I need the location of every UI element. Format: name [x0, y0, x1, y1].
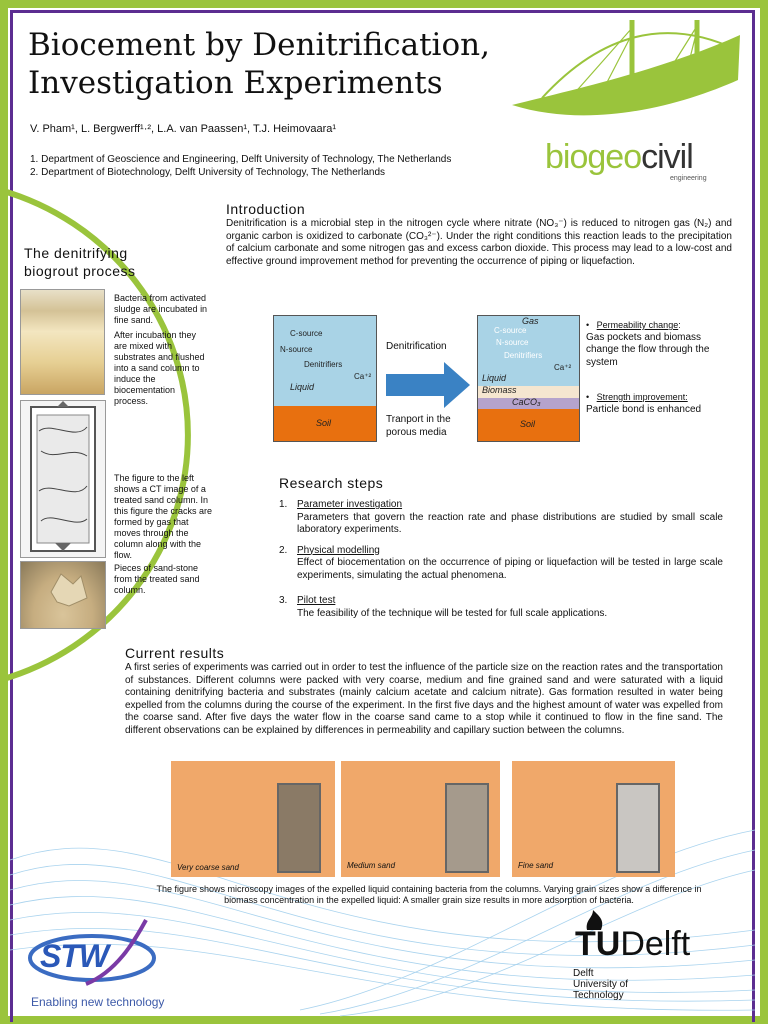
tu-sub-3: Technology [573, 990, 624, 1001]
label-caco3: CaCO₃ [512, 397, 541, 407]
microscopy-image-medium [341, 761, 500, 877]
right-arrow-icon [386, 360, 472, 410]
label-ca: Ca⁺² [354, 372, 372, 381]
microscopy-image-very-coarse [171, 761, 335, 877]
tu-sub-1: Delft [573, 968, 594, 979]
step-3-title: Pilot test [297, 595, 336, 606]
introduction-text: Denitrification is a microbial step in the nitrogen cycle where nitrate (NO₃⁻) is reduced to nitrogen gas (N₂) and organic carbon is oxidized to carbonate (CO₃²⁻). Under the right conditions this reaction leads to the precipitation of calcium carbonate and some nitrogen gas and excess carbon dioxide. This process may lead to a low-cost and effective ground improvement method for preventing the occurrence of piping or liquefaction. [226, 218, 732, 267]
research-step-1 [279, 499, 723, 512]
sandstone-photo [20, 561, 106, 629]
bullet-strength-text: Particle bond is enhanced [586, 403, 702, 415]
label-ca-after: Ca⁺² [554, 363, 572, 372]
tu-sub-2: University of [573, 979, 629, 990]
label-soil-after: Soil [520, 419, 536, 429]
step-1-title: Parameter investigation [297, 499, 403, 510]
caption-ct: The figure to the left shows a CT image of a treated sand column. In this figure the cracks are formed by gas that moves through the column along with the flow. [114, 473, 213, 560]
step-1-num: 1. [279, 499, 288, 510]
research-step-2 [279, 545, 723, 558]
label-liquid-after: Liquid [482, 373, 507, 383]
delft-letters: Delft [620, 925, 691, 963]
column-tube-very-coarse [277, 783, 321, 873]
bullet-permeability-text: Gas pockets and biomass change the flow through the system [586, 331, 710, 368]
microscopy-caption: The figure shows microscopy images of the expelled liquid containing bacteria from the columns. Varying grain sizes show a difference in biomass concentration in the expelled liquid: A smaller grain size results in more adsorption of bacteria. [156, 884, 702, 905]
research-step-3 [279, 595, 723, 608]
bullet-strength-head: Strength improvement: [596, 392, 688, 402]
logo-geo: geo [587, 138, 642, 176]
caption-very-coarse: Very coarse sand [177, 863, 239, 872]
introduction-heading: Introduction [226, 201, 306, 217]
step-1-text: Parameters that govern the reaction rate and phase distributions are studied by small scale laboratory experiments. [297, 511, 723, 535]
stw-logo-text: STW [40, 938, 109, 974]
caption-fine: Fine sand [518, 861, 554, 870]
title-line-2: Investigation Experiments [28, 65, 443, 101]
bullet-permeability-head: Permeability change [596, 320, 679, 330]
affiliation-2: 2. Department of Biotechnology, Delft University of Technology, The Netherlands [30, 167, 386, 178]
label-csource: C-source [290, 329, 323, 338]
stw-tagline: Enabling new technology [31, 995, 165, 1009]
label-denitrifiers-after: Denitrifiers [504, 351, 543, 360]
poster-title [28, 26, 490, 102]
arrow-label-bottom: Tranport in the porous media [386, 414, 451, 438]
title-line-1: Biocement by Denitrification, [28, 27, 490, 63]
column-tube-fine [616, 783, 660, 873]
logo-bio: bio [545, 138, 588, 176]
label-nsource-after: N-source [496, 338, 529, 347]
left-heading-line-2: biogrout process [24, 263, 136, 279]
label-liquid: Liquid [290, 382, 315, 392]
step-2-num: 2. [279, 544, 288, 556]
affiliations [30, 153, 451, 179]
caption-medium: Medium sand [347, 861, 396, 870]
caption-incubation-a: Bacteria from activated sludge are incubated in fine sand. [114, 293, 208, 325]
bridge-logo-icon [512, 20, 742, 135]
logo-civil: civil [641, 138, 693, 176]
arrow-label-top: Denitrification [386, 341, 447, 352]
research-heading: Research steps [279, 475, 384, 491]
label-biomass: Biomass [482, 385, 517, 395]
left-panel-heading [24, 244, 136, 280]
caption-incubation-b: After incubation they are mixed with substrates and flushed into a sand column to induce the biocementation process. [114, 330, 205, 406]
ct-scan-icon [21, 401, 105, 557]
results-heading: Current results [125, 645, 225, 661]
tu-delft-subtitle [573, 968, 628, 1001]
authors: V. Pham¹, L. Bergwerff¹·², L.A. van Paassen¹, T.J. Heimovaara¹ [30, 123, 337, 135]
step-3-text: The feasibility of the technique will be tested for full scale applications. [297, 607, 608, 619]
column-before [273, 315, 377, 442]
results-text: A first series of experiments was carried out in order to test the influence of the particle size on the reaction rates and the transportation of substances. Different columns were packed with very coarse, medium and fine grained sand and were saturated with a liquid containing denitrifying bacteria and substrates (mainly calcium acetate and calcium nitrate). Gas formation resulted in water being expelled from the columns during the course of the experiment. In the first five days and the highest amount of water was expelled from the coarse sand. After five days the water flow in the coarse sand came to a stop while it continued to flow in the fine sand. The different observations can be explained by differences in permeability and capillary suction between the columns. [125, 662, 723, 736]
step-2-text: Effect of biocementation on the occurrence of piping or liquefaction will be tested in large scale experiments, simulating the actual phenomena. [297, 557, 723, 581]
label-csource-after: C-source [494, 326, 527, 335]
microscopy-image-fine [512, 761, 675, 877]
caption-incubation [114, 293, 208, 407]
logo-subtitle: engineering [670, 175, 707, 182]
sandstone-pieces-icon [21, 562, 105, 628]
label-denitrifiers: Denitrifiers [304, 360, 343, 369]
column-tube-medium [445, 783, 489, 873]
caption-sandstone: Pieces of sand-stone from the treated sand column. [114, 563, 200, 595]
effects-list [586, 319, 726, 416]
label-soil: Soil [316, 418, 332, 428]
biogeocivil-logo [545, 138, 693, 176]
bullet-strength: • Strength improvement: [586, 392, 688, 402]
incubation-jar-photo [20, 289, 105, 395]
label-nsource: N-source [280, 345, 313, 354]
ct-image-photo [20, 400, 106, 558]
left-heading-line-1: The denitrifying [24, 245, 128, 261]
step-3-num: 3. [279, 595, 288, 606]
label-gas: Gas [522, 316, 539, 326]
tu-letters: TU [575, 925, 621, 963]
tu-delft-logo [575, 925, 690, 963]
step-2-title: Physical modelling [297, 544, 380, 556]
research-steps-list [279, 499, 723, 620]
column-after [477, 315, 580, 442]
affiliation-1: 1. Department of Geoscience and Engineering, Delft University of Technology, The Netherlands [30, 154, 452, 165]
bullet-permeability: • Permeability change: [586, 320, 681, 330]
